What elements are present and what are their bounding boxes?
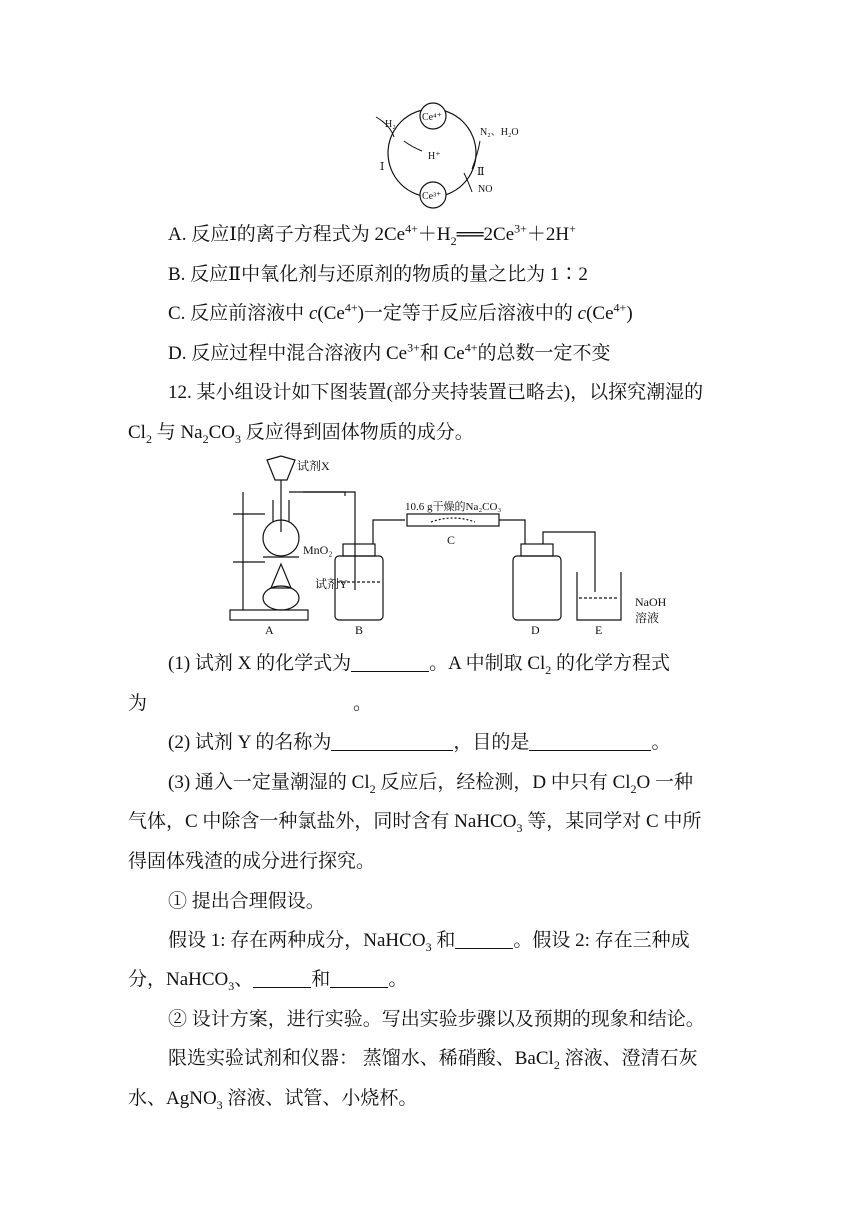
hypothesis-line2: 分，NaHCO$_3$、 和 。 [128, 969, 408, 993]
label-a: A [265, 623, 274, 637]
h-plus-arrow [404, 141, 422, 151]
apparatus-c [407, 514, 525, 544]
answer-blank-5[interactable] [253, 969, 311, 988]
naoh-label-1: NaOH [635, 595, 667, 609]
label-b: B [355, 623, 364, 637]
na2co3-label: 10.6 g干燥的Na₂CO₃ [405, 501, 502, 513]
step2: ② 设计方案，进行实验。写出实验步骤以及预期的现象和结论。 [168, 1009, 705, 1030]
option-a: A. 反应Ⅰ的离子方程式为 $2Ce^{4+}+H_2══2Ce^{3+}+2H^+$ [168, 221, 576, 248]
option-c: C. 反应前溶液中 $c(Ce^{4+})$一定等于反应后溶液中的 $c(Ce^{4+})$ [168, 300, 633, 324]
option-d: D. 反应过程中混合溶液内 $Ce^{3+}$和 $Ce^{4+}$的总数一定不变 [168, 340, 611, 364]
apparatus-a [230, 456, 345, 620]
reaction-1-label: Ⅰ [380, 161, 385, 173]
hypothesis-line1: 假设 1: 存在两种成分，NaHCO$_3$ 和 。假设 2: 存在三种成 [168, 930, 690, 954]
naoh-label-2: 溶液 [635, 611, 660, 625]
reagent-y-label: 试剂Y [315, 577, 348, 591]
no-label: NO [478, 184, 493, 195]
option-b: B. 反应Ⅱ中氧化剂与还原剂的物质的量之比为 1∶2 [168, 264, 588, 285]
answer-blank-1[interactable] [351, 653, 429, 672]
part2-line: (2) 试剂 Y 的名称为 ，目的是 。 [168, 732, 671, 753]
cerium-cycle-diagram [360, 95, 560, 220]
answer-blank-6[interactable] [330, 969, 388, 988]
label-d: D [531, 623, 540, 637]
part3-line1: (3) 通入一定量潮湿的 $Cl_2$ 反应后，经检测，D 中只有 $Cl_2O$ 一种 [168, 772, 694, 796]
reagent-x-label: 试剂X [297, 459, 330, 473]
label-c: C [447, 533, 456, 547]
h2-label: H₂ [385, 119, 396, 130]
apparatus-d [513, 532, 595, 620]
answer-blank-4[interactable] [455, 930, 513, 949]
limit-line2: 水、AgNO$_3$ 溶液、试管、小烧杯。 [128, 1088, 418, 1112]
part3-line3: 得固体残渣的成分进行探究。 [128, 851, 376, 872]
apparatus-e [577, 572, 621, 620]
answer-blank-3[interactable] [529, 732, 651, 751]
h-plus-label: H⁺ [428, 151, 441, 162]
q12-intro-line2: $Cl_2$ 与 $Na_2CO_3$ 反应得到固体物质的成分。 [128, 422, 474, 446]
answer-blank-2[interactable] [331, 732, 453, 751]
part1-line2: 为 。 [128, 693, 373, 714]
mno2-label: MnO₂ [303, 543, 333, 557]
part3-line2: 气体，C 中除含一种氯盐外，同时含有 NaHCO$_3$ 等，某同学对 C 中所 [128, 811, 702, 835]
ce4-label: Ce⁴⁺ [422, 112, 442, 123]
products-label: N₂、H₂O [480, 127, 519, 138]
limit-line1: 限选实验试剂和仪器： 蒸馏水、稀硝酸、BaCl$_2$ 溶液、澄清石灰 [168, 1048, 698, 1072]
part1-line1: (1) 试剂 X 的化学式为 。A 中制取 $Cl_2$ 的化学方程式 [168, 653, 671, 677]
label-e: E [595, 623, 603, 637]
step1: ① 提出合理假设。 [168, 891, 325, 912]
reaction-2-label: Ⅱ [477, 166, 485, 178]
apparatus-diagram [225, 452, 710, 642]
ce3-label: Ce³⁺ [422, 191, 442, 202]
q12-intro-line1: 12. 某小组设计如下图装置(部分夹持装置已略去)，以探究潮湿的 [168, 382, 704, 403]
